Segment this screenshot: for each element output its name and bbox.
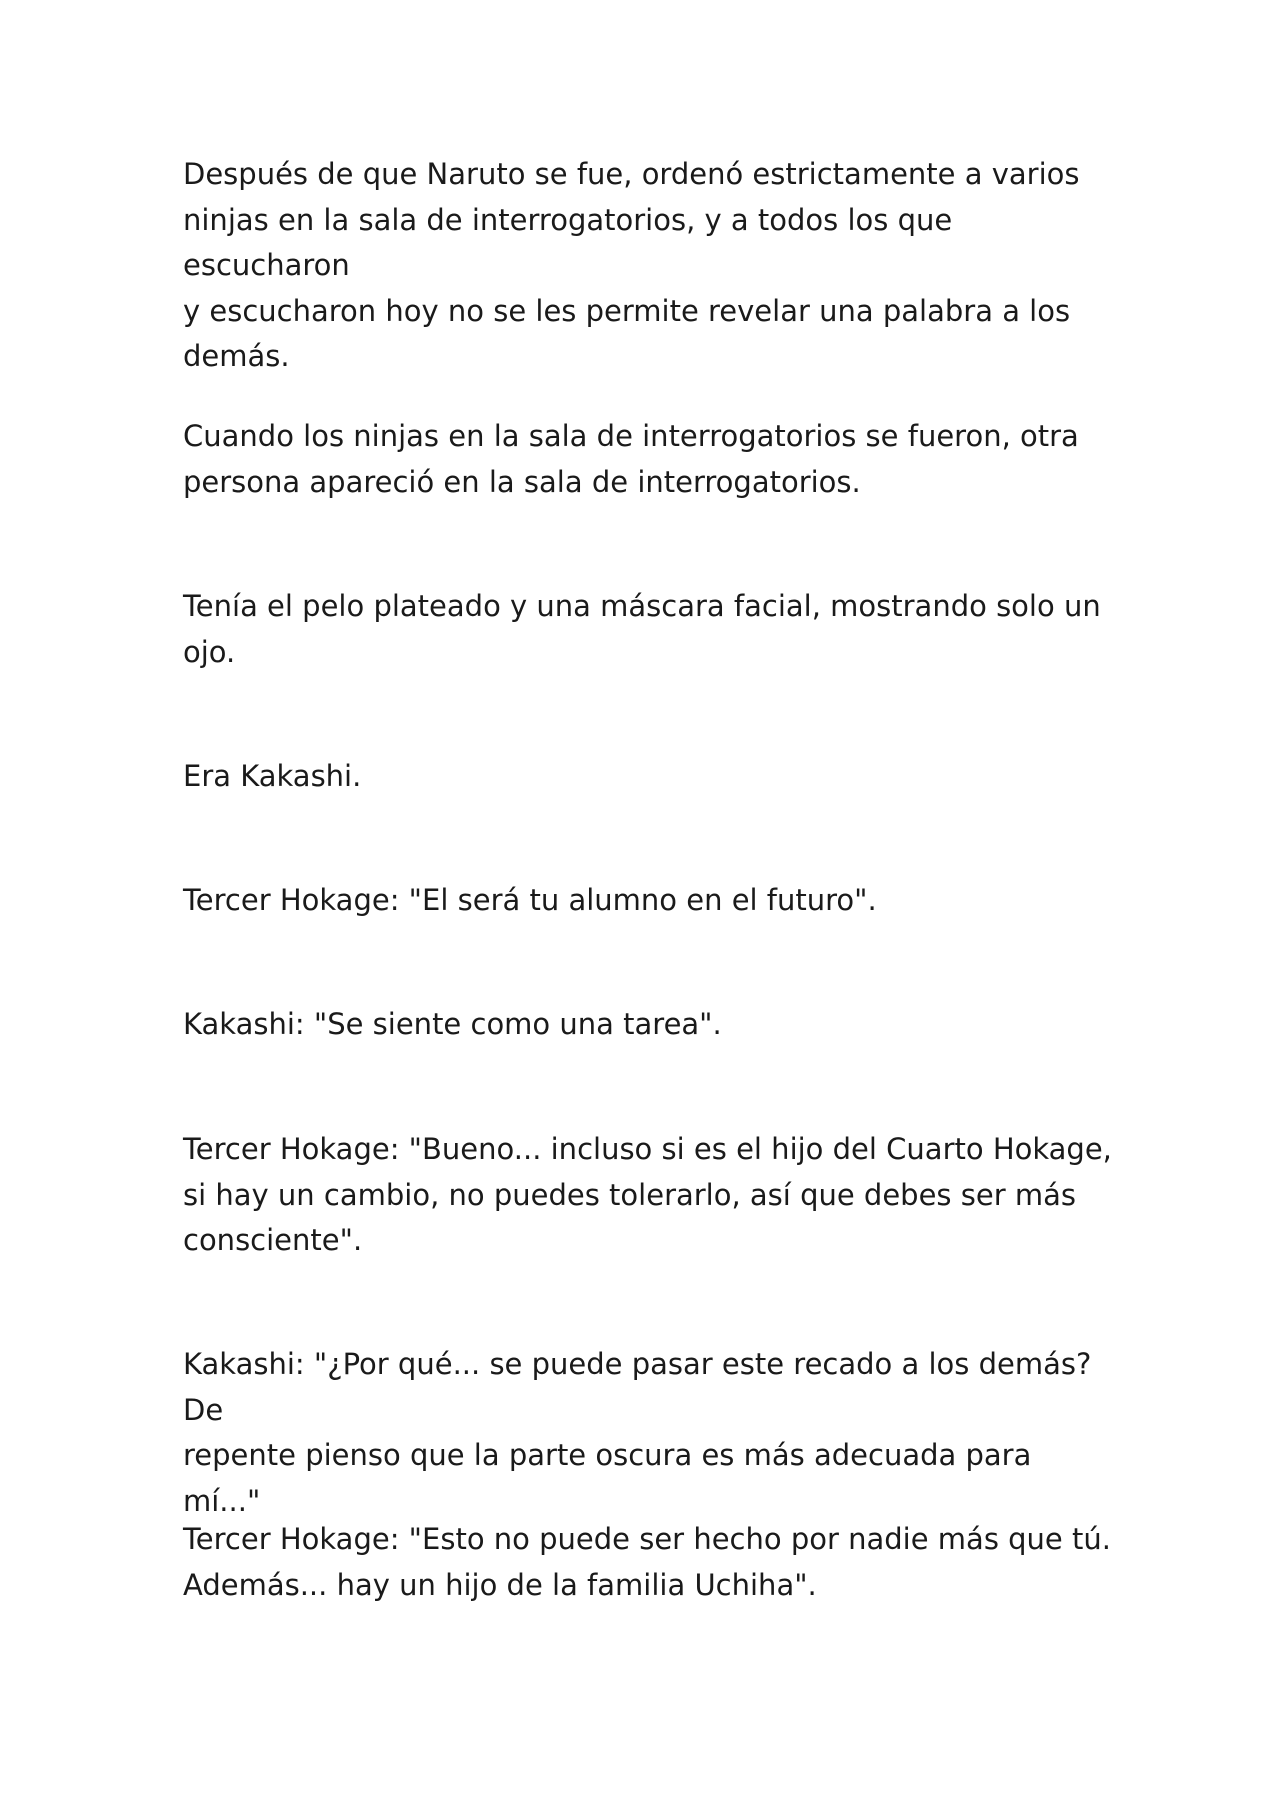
- paragraph-6: Kakashi: "Se siente como una tarea".: [183, 1007, 722, 1041]
- paragraph-3: Tenía el pelo plateado y una máscara facial, mostrando solo un ojo.: [183, 589, 1101, 669]
- paragraph-1: Después de que Naruto se fue, ordenó estrictamente a varios ninjas en la sala de interrogatorios, y a todos los que escucharon y escucharon hoy no se les permite revelar una palabra a los demás.: [183, 157, 1080, 373]
- paragraph-2: Cuando los ninjas en la sala de interrogatorios se fueron, otra persona apareció en la sala de interrogatorios.: [183, 419, 1079, 499]
- paragraph-4: Era Kakashi.: [183, 759, 362, 793]
- paragraph-9: Tercer Hokage: "Esto no puede ser hecho por nadie más que tú. Además... hay un hijo de la familia Uchiha".: [183, 1522, 1111, 1602]
- paragraph-5: Tercer Hokage: "El será tu alumno en el futuro".: [183, 883, 877, 917]
- paragraph-8: Kakashi: "¿Por qué... se puede pasar este recado a los demás? De repente pienso que la parte oscura es más adecuada para mí...": [183, 1347, 1092, 1518]
- paragraph-7: Tercer Hokage: "Bueno... incluso si es el hijo del Cuarto Hokage, si hay un cambio, no puedes tolerarlo, así que debes ser más consciente".: [183, 1132, 1112, 1257]
